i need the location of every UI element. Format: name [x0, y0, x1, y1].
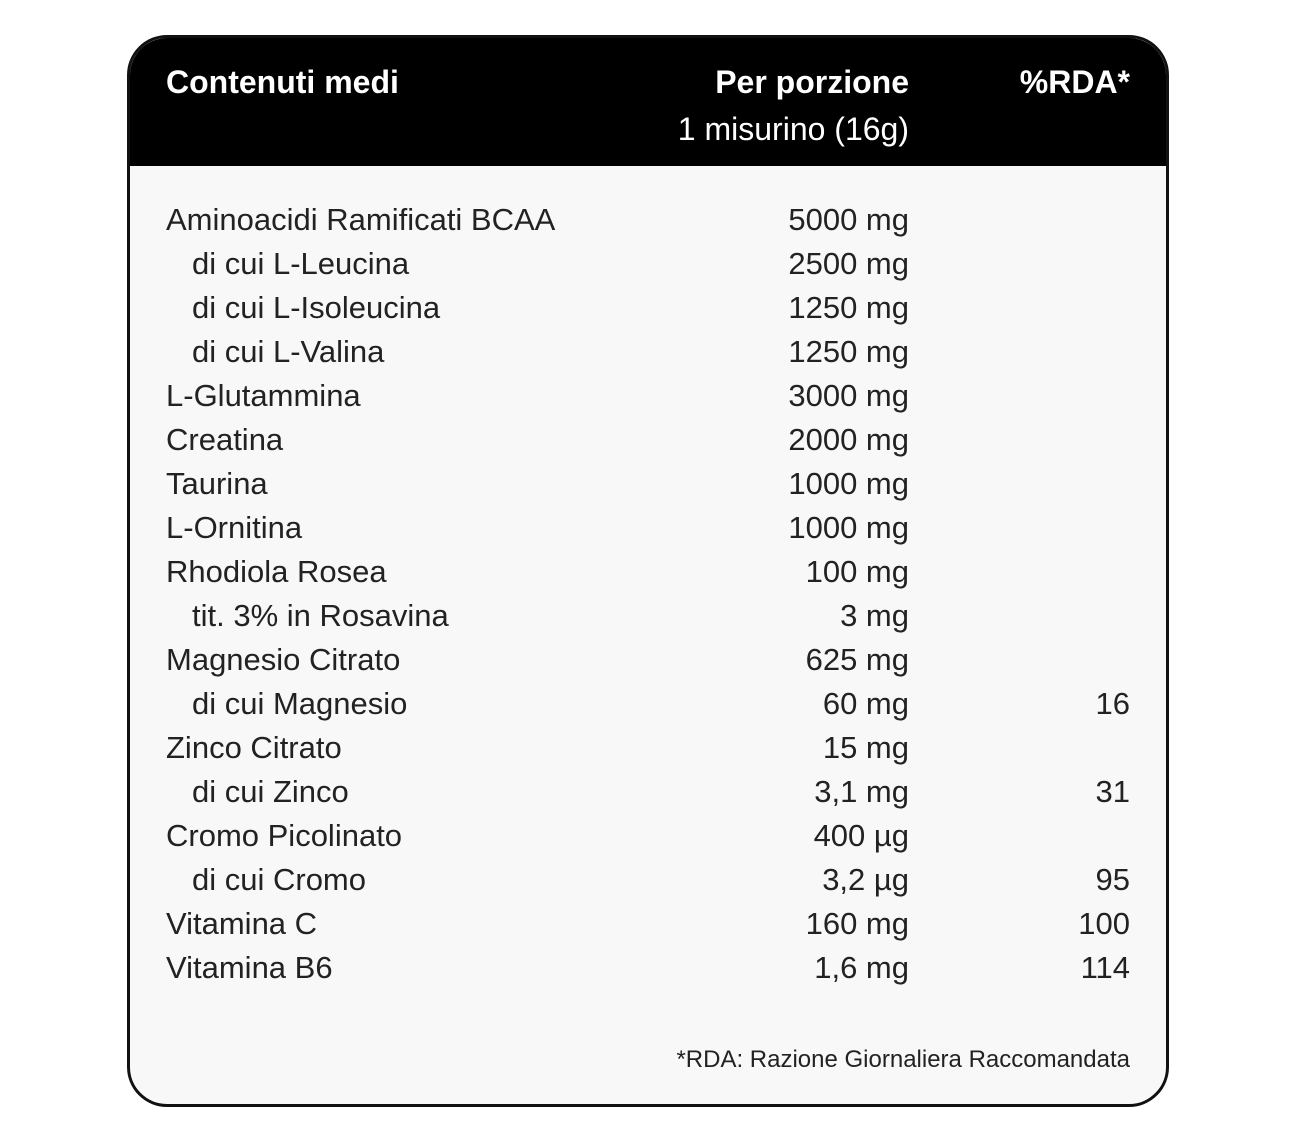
header-per-serving	[678, 62, 909, 156]
nutrient-rda: 95	[1095, 862, 1130, 897]
table-header	[130, 38, 1166, 166]
header-per-serving-label: Per porzione	[715, 64, 909, 100]
table-row	[130, 286, 1166, 330]
nutrient-name: Zinco Citrato	[166, 730, 342, 765]
nutrient-amount: 625 mg	[805, 642, 909, 677]
table-row	[130, 858, 1166, 902]
table-row	[130, 594, 1166, 638]
nutrient-amount: 160 mg	[805, 906, 909, 941]
nutrient-name: di cui Cromo	[192, 862, 366, 897]
nutrient-name: di cui Zinco	[192, 774, 349, 809]
nutrient-amount: 3000 mg	[788, 378, 909, 413]
nutrient-rda: 16	[1095, 686, 1130, 721]
table-row	[130, 374, 1166, 418]
table-row	[130, 770, 1166, 814]
header-serving-size: 1 misurino (16g)	[677, 111, 909, 147]
nutrient-name: L-Ornitina	[166, 510, 303, 545]
nutrient-amount: 3 mg	[840, 598, 909, 633]
nutrient-amount: 15 mg	[822, 730, 909, 765]
nutrient-name: di cui Magnesio	[192, 686, 408, 721]
nutrient-rda: 31	[1095, 774, 1130, 809]
table-row	[130, 638, 1166, 682]
table-row	[130, 330, 1166, 374]
rda-footnote: *RDA: Razione Giornaliera Raccomandata	[676, 1046, 1130, 1073]
table-row	[130, 242, 1166, 286]
table-row	[130, 198, 1166, 242]
nutrient-name: di cui L-Isoleucina	[192, 290, 441, 325]
nutrient-amount: 2500 mg	[788, 246, 909, 281]
nutrient-amount: 100 mg	[805, 554, 909, 589]
nutrient-name: tit. 3% in Rosavina	[192, 598, 449, 633]
table-row	[130, 814, 1166, 858]
nutrient-amount: 60 mg	[822, 686, 909, 721]
nutrient-amount: 3,1 mg	[814, 774, 909, 809]
table-row	[130, 682, 1166, 726]
nutrient-name: L-Glutammina	[166, 378, 361, 413]
nutrient-name: Cromo Picolinato	[166, 818, 403, 853]
table-row	[130, 946, 1166, 990]
nutrient-amount: 1250 mg	[788, 334, 909, 369]
nutrient-name: Magnesio Citrato	[166, 642, 401, 677]
nutrient-name: Aminoacidi Ramificati BCAA	[166, 202, 556, 237]
table-row	[130, 726, 1166, 770]
nutrient-name: Creatina	[166, 422, 284, 457]
nutrient-name: Rhodiola Rosea	[166, 554, 387, 589]
header-rda-label: %RDA*	[1019, 64, 1130, 100]
table-row	[130, 418, 1166, 462]
header-contents-label: Contenuti medi	[166, 64, 399, 100]
nutrient-name: Vitamina C	[166, 906, 318, 941]
nutrient-amount: 1000 mg	[788, 466, 909, 501]
table-row	[130, 902, 1166, 946]
nutrient-amount: 1000 mg	[788, 510, 909, 545]
table-row	[130, 506, 1166, 550]
nutrient-amount: 5000 mg	[788, 202, 909, 237]
nutrient-amount: 1,6 mg	[814, 950, 909, 985]
nutrient-name: Taurina	[166, 466, 268, 501]
nutrient-name: di cui L-Valina	[192, 334, 385, 369]
nutrient-rda: 100	[1078, 906, 1130, 941]
table-body	[130, 198, 1166, 990]
nutrient-amount: 3,2 µg	[822, 862, 909, 897]
table-row	[130, 550, 1166, 594]
nutrient-amount: 1250 mg	[788, 290, 909, 325]
nutrient-amount: 400 µg	[813, 818, 909, 853]
nutrient-rda: 114	[1080, 950, 1130, 985]
nutrient-name: di cui L-Leucina	[192, 246, 410, 281]
nutrient-name: Vitamina B6	[166, 950, 333, 985]
nutrient-amount: 2000 mg	[788, 422, 909, 457]
nutrition-table	[127, 35, 1169, 1107]
table-row	[130, 462, 1166, 506]
